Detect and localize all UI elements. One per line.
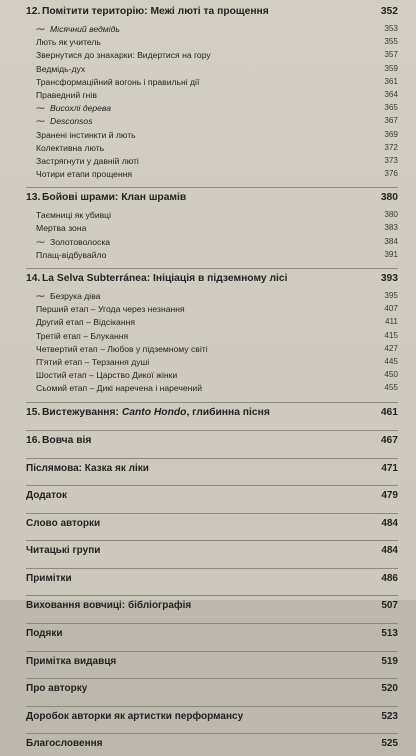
chapter-divider (26, 430, 398, 431)
toc-entry-title: Чотири етапи прощення (36, 169, 133, 180)
toc-entry[interactable] (26, 237, 398, 250)
tilde-icon: ⁓ (36, 236, 45, 247)
backmatter-title: Слово авторки (26, 517, 101, 529)
toc-entry[interactable] (26, 130, 398, 143)
toc-entry-page: 369 (384, 129, 398, 139)
backmatter-page: 507 (381, 600, 398, 612)
toc-entry[interactable] (26, 357, 398, 370)
toc-entry-page: 384 (384, 236, 398, 246)
toc-entry[interactable] (26, 210, 398, 223)
toc-entry-title: Місячний ведмідь (50, 24, 120, 34)
backmatter-entry[interactable] (26, 683, 398, 701)
toc-entry-title: Другий етап – Відсікання (36, 317, 135, 328)
toc-entry-title: Висохлі дерева (50, 103, 112, 114)
section-divider (26, 623, 398, 624)
toc-entry[interactable] (26, 103, 398, 116)
toc-entry[interactable] (26, 24, 398, 37)
backmatter-page: 523 (381, 710, 398, 722)
toc-entry-page: 372 (384, 142, 398, 152)
section-divider (26, 706, 398, 707)
toc-entry-page: 367 (384, 116, 398, 126)
section-divider (26, 540, 398, 541)
backmatter-entry[interactable] (26, 600, 398, 618)
chapter-title-part: Вистежування: (42, 406, 122, 418)
toc-entry-title: Четвертий етап – Любов у підземному світі (36, 343, 208, 354)
toc-entry-title: Третій етап – Блукання (36, 330, 129, 341)
toc-entry[interactable] (26, 156, 398, 169)
backmatter-page: 519 (381, 655, 398, 667)
section-divider (26, 568, 398, 569)
table-of-contents (26, 6, 398, 756)
toc-entry-title: Таємниці як убивці (36, 210, 112, 221)
toc-entry-title: Сьомий етап – Дикі наречена і наречений (36, 383, 203, 394)
toc-entry[interactable] (26, 169, 398, 182)
toc-entry-page: 380 (384, 210, 398, 220)
section-divider (26, 678, 398, 679)
toc-entry-title: Золотоволоска (50, 236, 111, 247)
chapter-number: 16. (26, 434, 41, 446)
toc-entry[interactable] (26, 291, 398, 304)
toc-entry-title: П'ятий етап – Терзання душі (36, 356, 150, 367)
toc-entry-title: Desconsos (50, 116, 93, 127)
toc-entry-title: Застрягнути у давній люті (36, 155, 139, 166)
chapter-title: Бойові шрами: Клан шрамів (42, 192, 187, 204)
toc-entry[interactable] (26, 383, 398, 396)
section-divider (26, 733, 398, 734)
backmatter-page: 479 (381, 490, 398, 502)
tilde-icon: ⁓ (36, 116, 45, 127)
chapter-page-number: 467 (380, 434, 398, 446)
tilde-icon: ⁓ (36, 24, 45, 34)
backmatter-entry[interactable] (26, 628, 398, 646)
toc-entry[interactable] (26, 370, 398, 383)
toc-entry-title: Колективна лють (36, 142, 105, 153)
toc-entry-title: Ведмідь-дух (36, 63, 86, 74)
chapter-number: 13. (26, 192, 41, 204)
toc-entry[interactable] (26, 223, 398, 236)
toc-entry-page: 359 (384, 63, 398, 73)
toc-entry-page: 391 (384, 249, 398, 259)
toc-entry[interactable] (26, 143, 398, 156)
chapter-page-number: 352 (380, 6, 398, 17)
chapter-heading[interactable] (26, 407, 398, 425)
backmatter-entry[interactable] (26, 463, 398, 481)
toc-entry-page: 373 (384, 155, 398, 165)
backmatter-entry[interactable] (26, 738, 398, 756)
section-divider (26, 651, 398, 652)
chapter-page-number: 461 (380, 406, 398, 418)
toc-entry-title: Мертва зона (36, 223, 87, 234)
chapter-page-number: 380 (380, 192, 398, 204)
toc-entry-page: 450 (384, 370, 398, 380)
backmatter-title: Примітка видавця (26, 655, 117, 667)
toc-entry-page: 365 (384, 103, 398, 113)
backmatter-page: 525 (381, 738, 398, 750)
backmatter-page: 471 (381, 462, 398, 474)
toc-entry-page: 361 (384, 76, 398, 86)
section-divider (26, 595, 398, 596)
toc-entry[interactable] (26, 344, 398, 357)
toc-entry[interactable] (26, 304, 398, 317)
toc-entry-page: 357 (384, 50, 398, 60)
toc-entry[interactable] (26, 331, 398, 344)
chapter-title: Вовча вія (42, 434, 92, 446)
toc-entry[interactable] (26, 50, 398, 63)
toc-entry-title: Безрука діва (50, 291, 101, 301)
backmatter-entry[interactable] (26, 656, 398, 674)
backmatter-title: Про авторку (26, 683, 88, 695)
toc-entry-page: 415 (384, 330, 398, 340)
backmatter-title: Післямова: Казка як ліки (26, 462, 149, 474)
chapter-number: 14. (26, 273, 41, 284)
toc-entry-page: 364 (384, 89, 398, 99)
toc-entry-title: Лють як учитель (36, 37, 101, 48)
backmatter-page: 513 (381, 628, 398, 640)
toc-entry-page: 455 (384, 383, 398, 393)
toc-entry-title: Зранені інстинкти й лють (36, 129, 136, 140)
backmatter-entry[interactable] (26, 545, 398, 563)
backmatter-title: Додаток (26, 490, 68, 502)
toc-entry-title: Плащ-відбувайло (36, 249, 107, 260)
backmatter-entry[interactable] (26, 518, 398, 536)
toc-entry-title: Шостий етап – Царство Дикої жінки (36, 370, 178, 381)
chapter-heading[interactable] (26, 435, 398, 453)
chapter-title-italic: Canto Hondo (121, 406, 187, 418)
toc-entry-page: 355 (384, 37, 398, 47)
toc-entry[interactable] (26, 250, 398, 263)
chapter-page-number: 393 (380, 273, 398, 284)
toc-entry-page: 395 (384, 291, 398, 300)
chapter-heading[interactable] (26, 6, 398, 24)
chapter-title (42, 407, 270, 418)
toc-entry[interactable] (26, 116, 398, 129)
toc-entry-page: 445 (384, 356, 398, 366)
toc-entry-title: Перший етап – Угода через незнання (36, 304, 185, 315)
chapter-number: 12. (26, 6, 41, 17)
backmatter-page: 486 (381, 572, 398, 584)
toc-entry-page: 376 (384, 169, 398, 179)
backmatter-title: Благословення (26, 738, 103, 750)
toc-entry[interactable] (26, 37, 398, 50)
backmatter-page: 484 (381, 517, 398, 529)
chapter-title-part: , глибинна пісня (186, 406, 270, 418)
backmatter-entry[interactable] (26, 573, 398, 591)
chapter-divider (26, 268, 398, 269)
toc-entry-title: Праведний гнів (36, 89, 97, 100)
backmatter-title: Доробок авторки як артистки перформансу (26, 710, 244, 722)
toc-entry-page: 407 (384, 304, 398, 314)
chapter-title: Помітити територію: Межі люті та прощення (42, 6, 269, 17)
toc-entry-title: Трансформаційний вогонь і правильні дії (36, 76, 200, 87)
toc-entry-page: 353 (384, 24, 398, 33)
toc-entry-page: 383 (384, 223, 398, 233)
section-divider (26, 458, 398, 459)
chapter-divider (26, 402, 398, 403)
tilde-icon: ⁓ (36, 291, 45, 301)
toc-entry-page: 427 (384, 343, 398, 353)
backmatter-title: Читацькі групи (26, 545, 101, 557)
backmatter-entry[interactable] (26, 711, 398, 729)
backmatter-title: Примітки (26, 572, 72, 584)
section-divider (26, 513, 398, 514)
toc-entry[interactable] (26, 77, 398, 90)
toc-entry[interactable] (26, 90, 398, 103)
chapter-title: La Selva Subterránea: Ініціація в підземному лісі (42, 273, 288, 284)
toc-entry[interactable] (26, 64, 398, 77)
backmatter-title: Виховання вовчиці: бібліографія (26, 600, 192, 612)
backmatter-page: 520 (381, 683, 398, 695)
toc-entry-title: Звернутися до знахарки: Видертися на гору (36, 50, 211, 61)
toc-entry-page: 411 (384, 317, 398, 327)
backmatter-entry[interactable] (26, 490, 398, 508)
chapter-heading[interactable] (26, 273, 398, 291)
backmatter-page: 484 (381, 545, 398, 557)
chapter-heading[interactable] (26, 192, 398, 210)
toc-entry[interactable] (26, 317, 398, 330)
chapter-divider (26, 187, 398, 188)
section-divider (26, 485, 398, 486)
chapter-number: 15. (26, 406, 41, 418)
tilde-icon: ⁓ (36, 103, 45, 114)
backmatter-title: Подяки (26, 628, 63, 640)
